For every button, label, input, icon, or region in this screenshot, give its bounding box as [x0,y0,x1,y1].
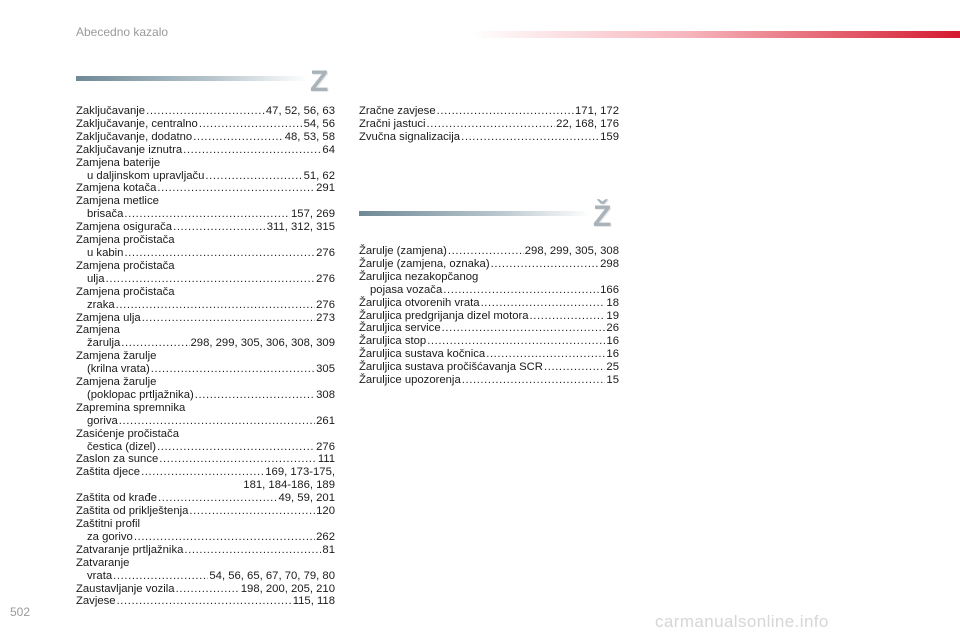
dot-leader [106,273,316,286]
index-entry-pages: 291 [316,182,335,195]
index-entry-term: zraka [87,298,115,311]
header-title: Abecedno kazalo [76,25,169,39]
index-entry-term: Zaslon za sunce [76,453,159,466]
index-entry-pages: 273 [316,311,335,324]
index-entry-heading: Zamjena pročistača [76,259,175,272]
index-entry-line [76,208,335,221]
index-entry-term: Zaključavanje, centralno [76,117,198,130]
index-column-zh [359,245,619,387]
index-entry-pages: 111 [317,453,335,466]
index-entry-heading: Zamjena [76,324,120,337]
index-entry-term: Zaustavljanje vozila [76,582,175,595]
index-entry-term: (poklopac prtljažnika) [87,388,194,401]
index-entry [76,195,335,221]
index-entry [76,376,335,402]
index-entry-pages: 261 [316,414,335,427]
index-entry [359,322,619,335]
index-entry [76,350,335,376]
dot-leader [121,337,189,350]
index-entry-term: Zavjese [76,595,116,608]
index-entry [76,595,335,608]
index-entry-line [76,595,335,608]
index-entry-line [359,284,619,297]
index-entry-pages: 16 [606,335,619,348]
index-entry-pages: 308 [316,388,335,401]
index-entry-line [76,505,335,518]
index-entry-pages: 169, 173-175, [265,466,335,479]
dot-leader [159,453,317,466]
index-entry [76,182,335,195]
index-entry [359,361,619,374]
index-entry [359,374,619,387]
index-entry-term: goriva [87,414,118,427]
index-entry-line [76,531,335,544]
index-column-z-right [359,105,619,144]
index-entry-pages-continued: 181, 184-186, 189 [243,479,335,492]
index-entry-pages: 276 [316,440,335,453]
index-entry-pages: 298, 299, 305, 308 [524,245,619,257]
index-entry-term: Žaruljica sustava pročišćavanja SCR [359,361,543,374]
header-accent-bar [470,31,960,38]
index-entry [359,105,619,118]
index-entry-heading: Zamjena pročistača [76,234,175,247]
index-entry-term: čestica (dizel) [87,440,157,453]
index-entry-pages: 305 [316,363,335,376]
index-entry-pages: 120 [316,505,335,518]
dot-leader [481,297,606,310]
dot-leader [158,492,277,505]
index-entry-pages: 262 [316,530,335,543]
index-entry [76,492,335,505]
dot-leader [117,595,292,608]
index-entry-term: Žaruljica sustava kočnica [359,348,486,361]
index-entry-line [359,297,619,310]
index-entry-line [359,105,619,118]
index-entry-pages: 298, 299, 305, 306, 308, 309 [190,337,335,350]
index-entry-heading: Zamjena baterije [76,156,161,169]
dot-leader [491,258,600,271]
dot-leader [427,118,556,131]
index-entry-pages: 276 [316,272,335,285]
index-entry-term: Zaštita djece [76,466,141,479]
index-entry [76,583,335,596]
dot-leader [443,284,599,297]
dot-leader [461,131,599,144]
index-entry [76,518,335,544]
index-entry-line [76,466,335,479]
index-entry-line [359,348,619,361]
dot-leader [146,105,265,118]
index-entry-term: Zvučna signalizacija [359,130,461,143]
dot-leader [199,118,303,131]
index-entry-line [76,544,335,557]
index-entry-pages: 18 [606,296,619,309]
section-z-divider [76,76,308,81]
index-entry-term: Zaštita od priklještenja [76,505,189,518]
index-entry-line [76,182,335,195]
index-entry-term: za gorivo [87,530,133,543]
index-entry [359,297,619,310]
index-entry-line [359,322,619,335]
index-entry-line [359,118,619,131]
index-entry-pages: 26 [606,322,619,335]
index-entry [76,234,335,260]
index-entry-term: Zaključavanje, dodatno [76,130,193,143]
index-entry [76,466,335,492]
index-entry [76,144,335,157]
index-entry [76,544,335,557]
index-entry-heading: Zatvaranje [76,556,130,569]
dot-leader [116,299,316,312]
index-entry-term: Zaključavanje [76,105,146,117]
index-entry-term: Zračne zavjese [359,105,436,117]
section-z-letter: Z [310,65,329,98]
dot-leader [544,361,605,374]
index-entry-term: Zaključavanje iznutra [76,143,183,156]
index-entry [359,131,619,144]
dot-leader [124,247,315,260]
index-entry-heading: Zasićenje pročistača [76,427,179,440]
index-entry-term: Žaruljica otvorenih vrata [359,296,480,309]
index-entry-term: Zatvaranje prtljažnika [76,543,184,556]
index-entry-pages: 47, 52, 56, 63 [265,105,335,117]
index-entry [359,271,619,297]
index-entry-term: Žaruljica predgrijanja dizel motora [359,309,529,322]
index-entry-line [359,310,619,323]
index-entry [76,428,335,454]
index-entry-term: pojasa vozača [370,283,443,296]
index-entry-line [359,374,619,387]
index-entry-line [76,389,335,402]
dot-leader [442,322,606,335]
index-entry [76,402,335,428]
index-entry-line [76,312,335,325]
index-entry-line [359,258,619,271]
index-entry-term: vrata [87,569,113,582]
index-entry-pages: 157, 269 [291,208,335,221]
dot-leader [437,105,574,118]
index-entry [76,453,335,466]
dot-leader [119,415,315,428]
index-entry-line [76,247,335,260]
index-entry-pages: 51, 62 [303,169,335,182]
dot-leader [173,221,266,234]
index-entry-pages: 25 [606,361,619,374]
index-entry-line [76,221,335,234]
index-entry [359,258,619,271]
index-entry-term: Zamjena osigurača [76,221,173,234]
index-entry-line [76,144,335,157]
section-zh-letter: Ž [593,200,612,233]
dot-leader [124,208,290,221]
dot-leader [183,144,321,157]
index-entry-term: Zaštita od krađe [76,492,158,505]
index-entry-line [359,335,619,348]
index-entry-pages: 19 [606,309,619,322]
index-entry [76,286,335,312]
index-entry-pages: 64 [322,143,335,156]
dot-leader [448,245,524,258]
dot-leader [157,441,315,454]
page-number: 502 [10,605,31,619]
index-entry [76,312,335,325]
dot-leader [427,335,605,348]
index-entry-term: Zračni jastuci [359,117,426,130]
dot-leader [141,466,264,479]
index-entry-pages: 49, 59, 201 [278,492,335,505]
index-entry-heading: Zamjena žarulje [76,350,157,363]
dot-leader [142,312,315,325]
dot-leader [113,570,208,583]
index-column-z-left [76,105,335,608]
index-entry-line [76,492,335,505]
dot-leader [134,531,315,544]
index-entry-line [76,131,335,144]
index-entry-heading: Zapremina spremnika [76,401,186,414]
index-entry-line [76,363,335,376]
index-entry-line [76,415,335,428]
dot-leader [189,505,315,518]
index-entry-pages: 54, 56 [303,117,335,130]
index-entry-pages: 22, 168, 176 [556,117,619,130]
dot-leader [151,363,315,376]
index-entry-heading: Zaštitni profil [76,518,141,530]
dot-leader [184,544,321,557]
index-entry-term: Žaruljica stop [359,335,427,348]
index-entry-pages: 48, 53, 58 [284,130,335,143]
index-entry-heading: Zamjena metlice [76,195,159,208]
index-entry-pages: 276 [316,246,335,259]
index-entry-pages: 15 [606,374,619,387]
index-entry-line [76,441,335,454]
dot-leader [195,389,315,402]
index-entry-line [76,583,335,596]
dot-leader [486,348,605,361]
index-entry [359,118,619,131]
index-entry-term: žarulja [87,337,121,350]
index-entry-line [76,570,335,583]
index-entry-pages: 159 [600,130,619,143]
index-entry [76,118,335,131]
index-entry-line [359,131,619,144]
index-entry-pages: 311, 312, 315 [266,221,335,234]
index-entry [76,260,335,286]
dot-leader [176,583,240,596]
index-entry-pages: 16 [606,348,619,361]
index-entry-line [359,361,619,374]
index-entry-term: brisača [87,208,124,221]
index-entry [76,324,335,350]
index-entry-line [76,337,335,350]
index-entry-heading: Zamjena žarulje [76,376,157,389]
index-entry-term: u daljinskom upravljaču [87,169,205,182]
index-entry-pages: 198, 200, 205, 210 [240,582,335,595]
index-entry-term: Žaruljica service [359,322,441,335]
index-entry-term: Žaruljice upozorenja [359,374,461,387]
index-entry [76,105,335,118]
index-entry [76,157,335,183]
index-entry-pages: 171, 172 [575,105,619,117]
index-entry [76,505,335,518]
index-entry-term: Žarulje (zamjena, oznaka) [359,257,490,270]
index-entry-pages: 276 [316,298,335,311]
index-entry [359,245,619,258]
index-entry-line [76,118,335,131]
index-entry-term: Žarulje (zamjena) [359,245,447,257]
index-entry-term: (krilna vrata) [87,363,150,376]
watermark: carmanualsonline.info [655,612,829,631]
index-entry [359,335,619,348]
index-entry-term: Zamjena ulja [76,311,141,324]
index-entry-term: Zamjena kotača [76,182,157,195]
index-entry-line [359,245,619,258]
index-entry-line [76,453,335,466]
index-entry-line [76,273,335,286]
index-entry [76,131,335,144]
dot-leader [462,374,606,387]
index-entry-pages: 166 [600,283,619,296]
index-entry-line [76,170,335,183]
index-entry [359,348,619,361]
index-entry [76,221,335,234]
index-entry-line [76,299,335,312]
index-entry-pages: 298 [600,257,619,270]
index-entry-line [76,105,335,118]
dot-leader [193,131,284,144]
index-entry-pages: 115, 118 [292,595,335,608]
index-entry-term: ulja [87,272,105,285]
dot-leader [205,170,302,183]
section-zh-divider [359,211,591,216]
index-entry-term: u kabin [87,246,124,259]
index-entry-heading: Zamjena pročistača [76,285,175,298]
index-entry-pages: 54, 56, 65, 67, 70, 79, 80 [209,569,335,582]
index-entry-heading: Žaruljica nezakopčanog [359,270,479,283]
index-entry [76,557,335,583]
index-entry-pages: 81 [322,543,335,556]
index-entry [359,310,619,323]
dot-leader [530,310,606,323]
dot-leader [157,182,315,195]
